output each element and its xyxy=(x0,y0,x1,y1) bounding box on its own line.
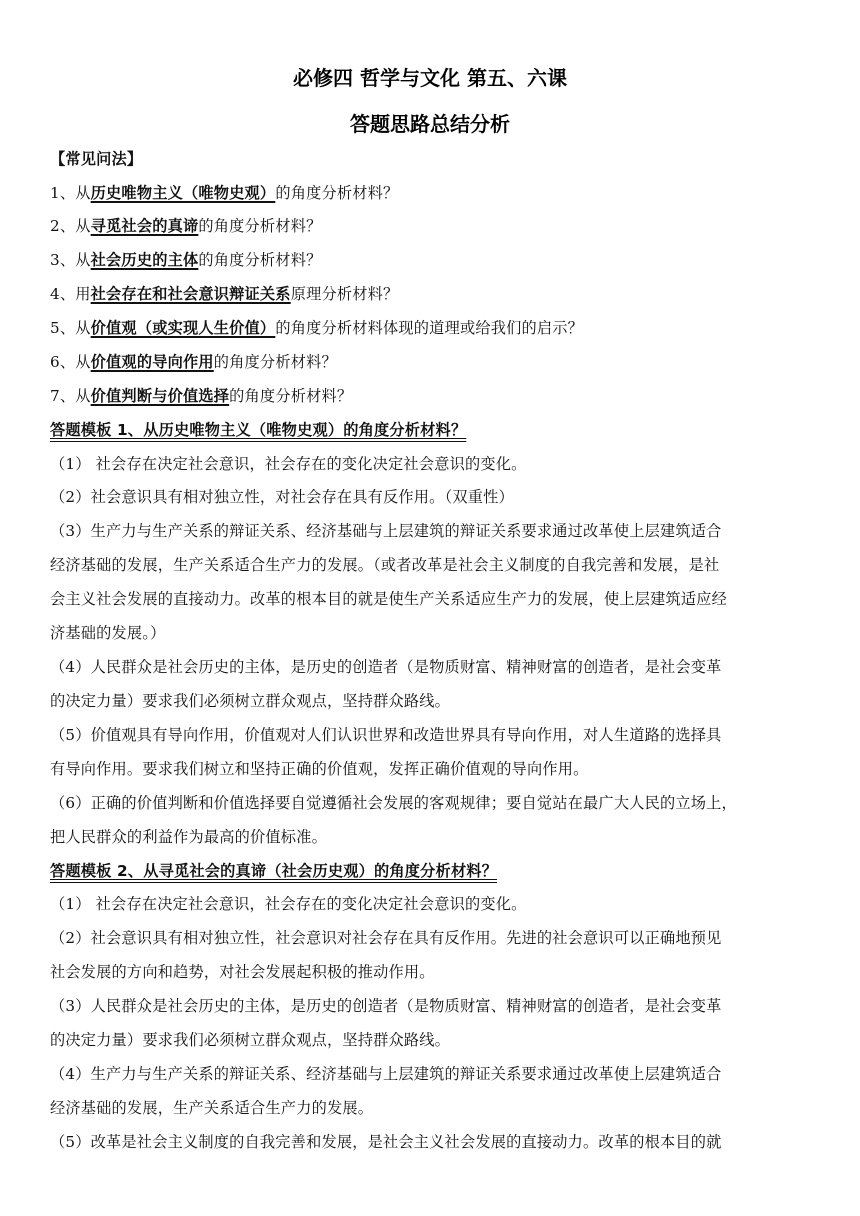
template-1-line: 有导向作用。要求我们树立和坚持正确的价值观，发挥正确价值观的导向作用。 xyxy=(50,760,589,778)
template-2-line: （3）人民群众是社会历史的主体，是历史的创造者（是物质财富、精神财富的创造者，是社会变革 xyxy=(50,997,722,1015)
template-2-line: 社会发展的方向和趋势，对社会发展起积极的推动作用。 xyxy=(50,963,435,981)
question-key-phrase: 价值观的导向作用 xyxy=(90,353,214,371)
template-1-line: （1） 社会存在决定社会意识，社会存在的变化决定社会意识的变化。 xyxy=(50,455,527,473)
template-2-line: （1） 社会存在决定社会意识，社会存在的变化决定社会意识的变化。 xyxy=(50,895,527,913)
page-subtitle: 答题思路总结分析 xyxy=(350,112,510,136)
template-1-line: 把人民群众的利益作为最高的价值标准。 xyxy=(50,828,327,846)
template-2-line: （2）社会意识具有相对独立性，社会意识对社会存在具有反作用。先进的社会意识可以正确地预见 xyxy=(50,929,722,947)
question-key-phrase: 社会历史的主体 xyxy=(90,251,199,269)
template-2-line: 的决定力量）要求我们必须树立群众观点，坚持群众路线。 xyxy=(50,1031,451,1049)
template-1-line: 经济基础的发展，生产关系适合生产力的发展。（或者改革是社会主义制度的自我完善和发展，是社 xyxy=(50,556,720,574)
template-2-line: （4）生产力与生产关系的辩证关系、经济基础与上层建筑的辩证关系要求通过改革使上层建筑适合 xyxy=(50,1065,722,1083)
template-1-line: 的决定力量）要求我们必须树立群众观点，坚持群众路线。 xyxy=(50,692,451,710)
question-key-phrase: 价值观（或实现人生价值） xyxy=(90,319,276,337)
template-1-line: 会主义社会发展的直接动力。改革的根本目的就是使生产关系适应生产力的发展，使上层建筑适应经 xyxy=(50,590,728,608)
page-title: 必修四 哲学与文化 第五、六课 xyxy=(293,66,567,90)
question-item: 4、用社会存在和社会意识辩证关系原理分析材料？ xyxy=(50,285,399,303)
question-key-phrase: 历史唯物主义（唯物史观） xyxy=(90,184,276,202)
question-item: 1、从历史唯物主义（唯物史观）的角度分析材料？ xyxy=(50,184,399,202)
template-1-heading: 答题模板 1、从历史唯物主义（唯物史观）的角度分析材料？ xyxy=(50,421,467,439)
question-key-phrase: 社会存在和社会意识辩证关系 xyxy=(90,285,291,303)
template-1-line: （4）人民群众是社会历史的主体，是历史的创造者（是物质财富、精神财富的创造者，是社会变革 xyxy=(50,658,722,676)
template-2-line: 经济基础的发展，生产关系适合生产力的发展。 xyxy=(50,1099,374,1117)
template-1-line: （3）生产力与生产关系的辩证关系、经济基础与上层建筑的辩证关系要求通过改革使上层建筑适合 xyxy=(50,522,722,540)
question-key-phrase: 价值判断与价值选择 xyxy=(90,387,230,405)
template-1-line: （2）社会意识具有相对独立性，对社会存在具有反作用。（双重性） xyxy=(50,488,514,506)
question-key-phrase: 寻觅社会的真谛 xyxy=(90,217,199,235)
question-item: 3、从社会历史的主体的角度分析材料？ xyxy=(50,251,322,269)
template-1-line: （6）正确的价值判断和价值选择要自觉遵循社会发展的客观规律；要自觉站在最广大人民的立场上， xyxy=(50,794,737,812)
question-item: 7、从价值判断与价值选择的角度分析材料？ xyxy=(50,387,353,405)
template-2-line: （5）改革是社会主义制度的自我完善和发展，是社会主义社会发展的直接动力。改革的根本目的就 xyxy=(50,1133,722,1151)
template-1-line: 济基础的发展。） xyxy=(50,624,166,642)
question-item: 6、从价值观的导向作用的角度分析材料？ xyxy=(50,353,337,371)
question-item: 5、从价值观（或实现人生价值）的角度分析材料体现的道理或给我们的启示？ xyxy=(50,319,584,337)
template-1-line: （5）价值观具有导向作用，价值观对人们认识世界和改造世界具有导向作用，对人生道路的选择具 xyxy=(50,726,722,744)
template-2-heading: 答题模板 2、从寻觅社会的真谛（社会历史观）的角度分析材料？ xyxy=(50,862,498,880)
common-questions-heading: 【常见问法】 xyxy=(50,150,143,168)
question-item: 2、从寻觅社会的真谛的角度分析材料？ xyxy=(50,217,322,235)
